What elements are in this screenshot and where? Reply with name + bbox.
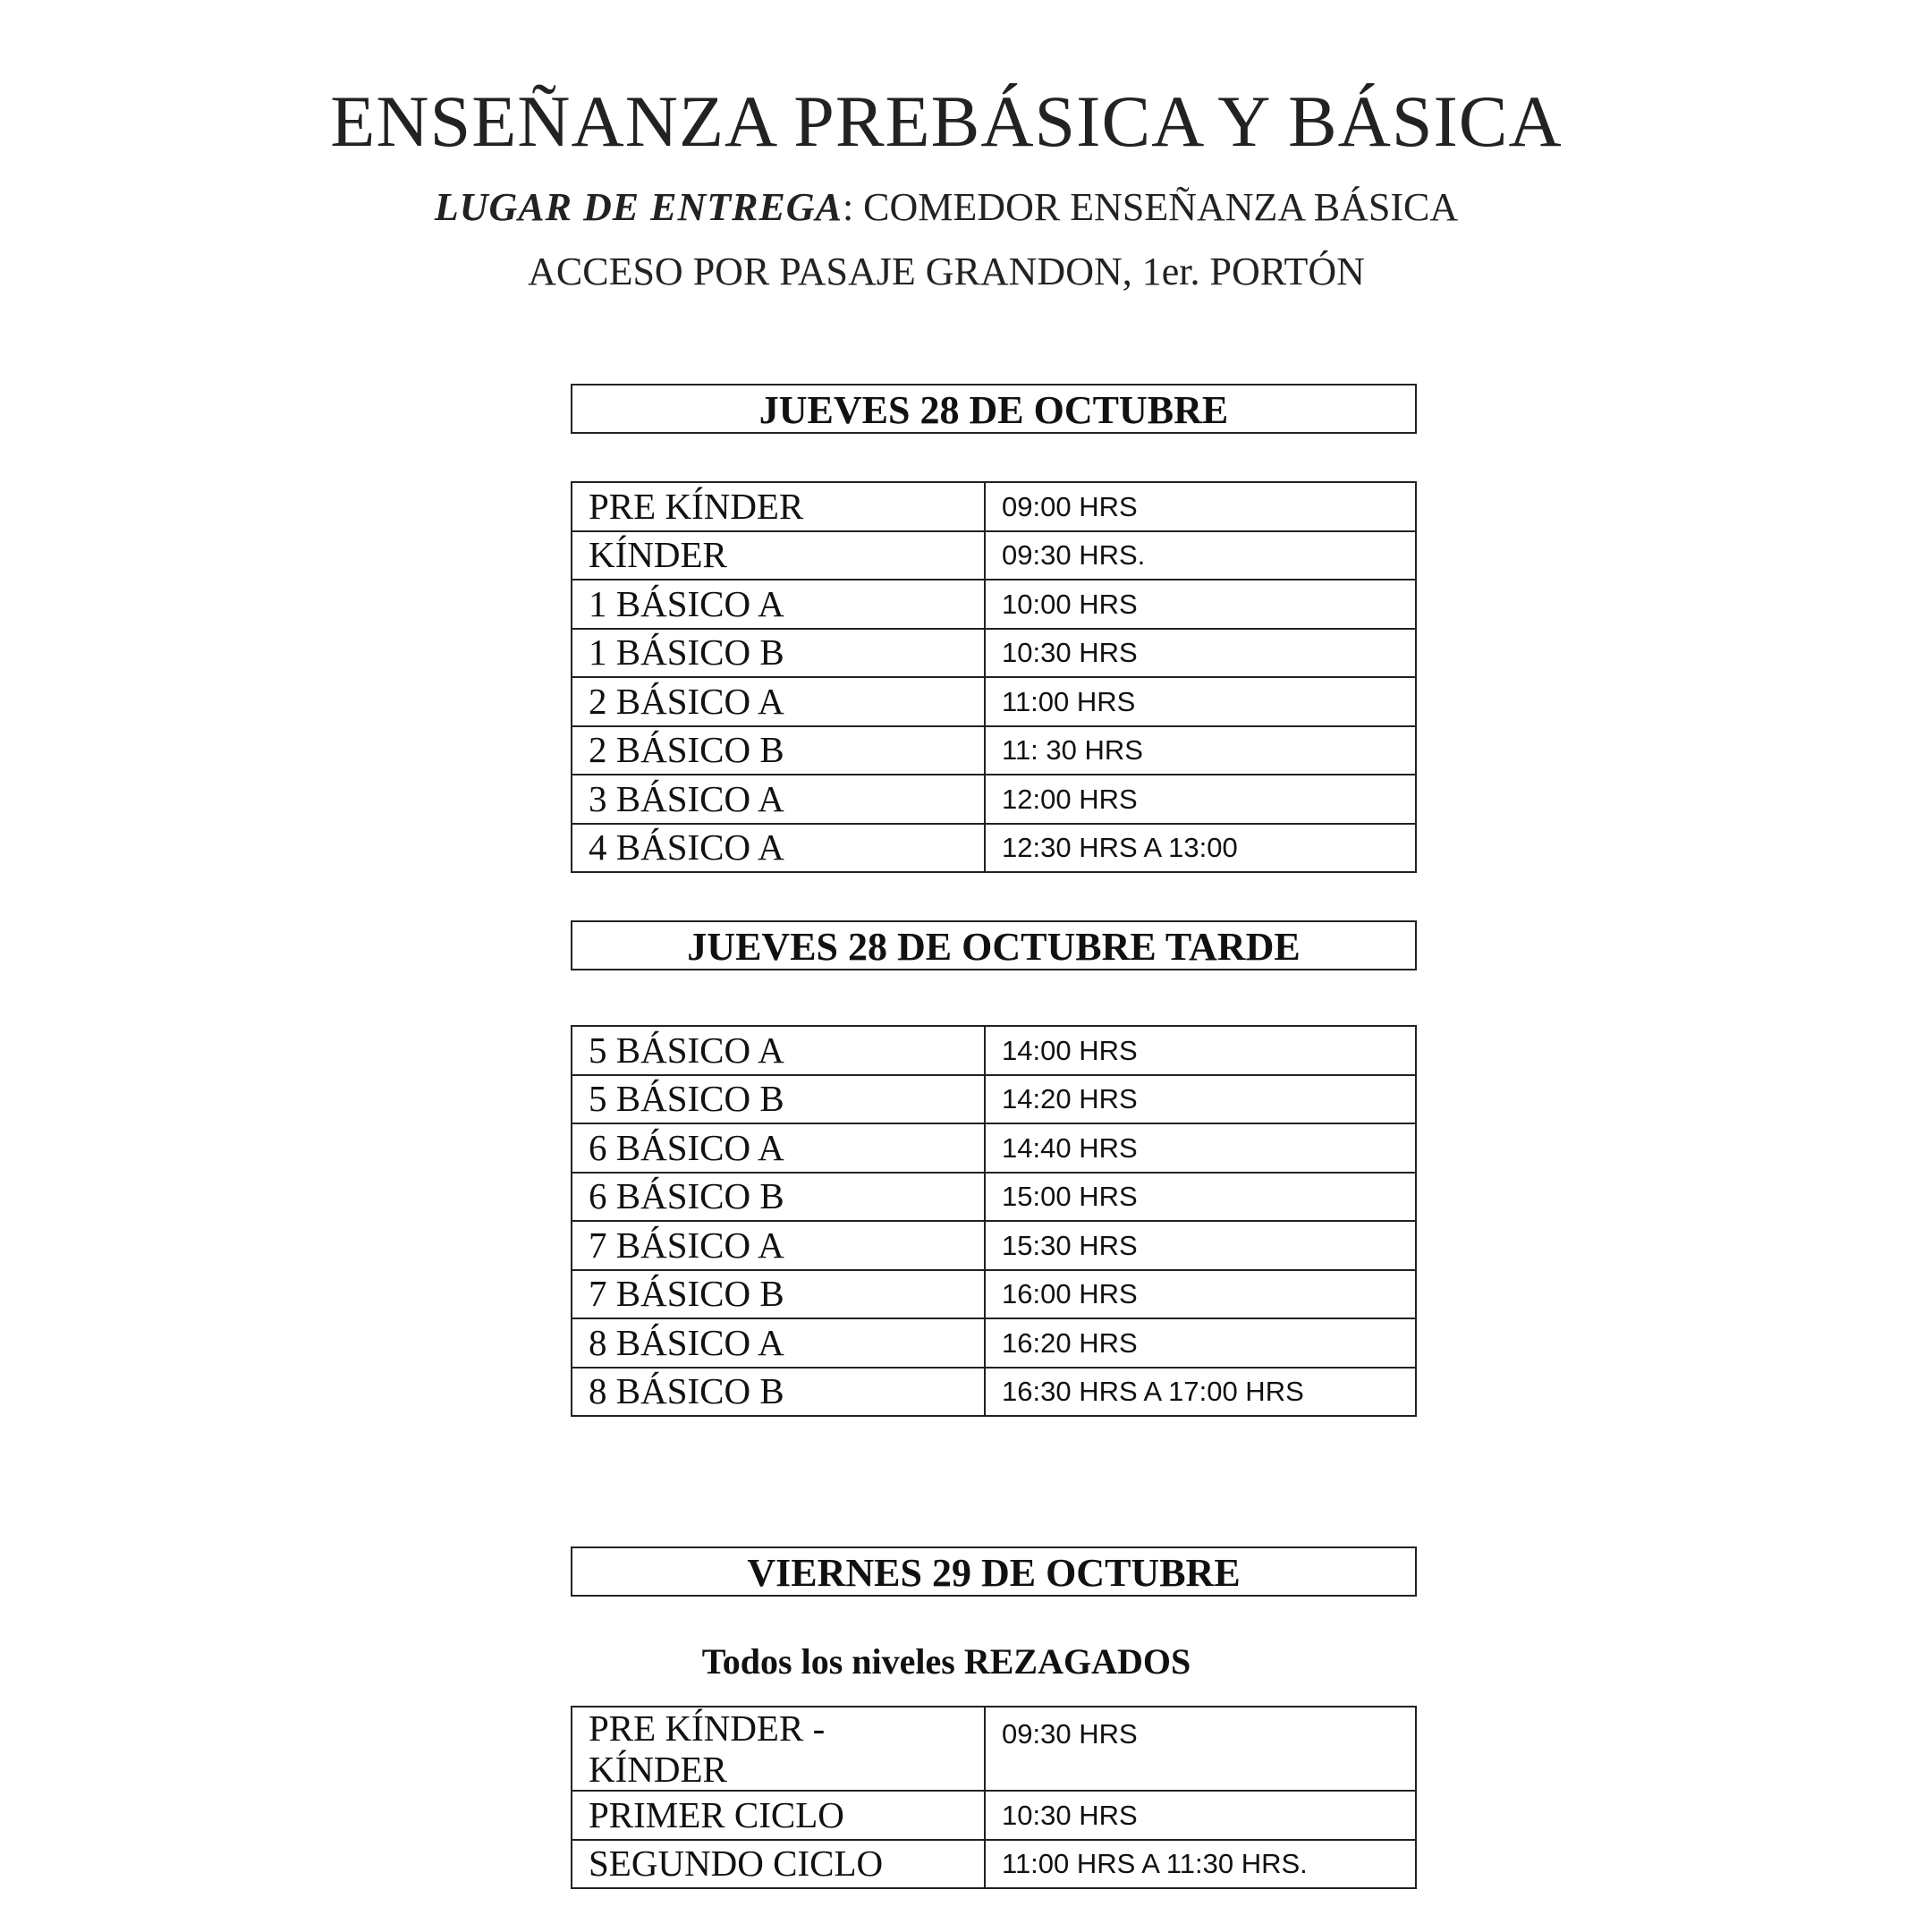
time-cell: 12:00 HRS xyxy=(985,775,1416,824)
group-cell: PRE KÍNDER xyxy=(572,482,985,531)
friday-note: Todos los niveles REZAGADOS xyxy=(701,1641,1191,1682)
table-row xyxy=(572,1270,1416,1319)
group-cell: 3 BÁSICO A xyxy=(572,775,985,824)
time-cell: 11:00 HRS xyxy=(985,677,1416,726)
table-row xyxy=(572,1318,1416,1368)
schedule-table-thursday-morning xyxy=(571,481,1417,873)
table-row xyxy=(572,677,1416,726)
time-cell: 09:30 HRS. xyxy=(985,531,1416,580)
time-cell: 14:00 HRS xyxy=(985,1026,1416,1075)
table-row xyxy=(572,1221,1416,1270)
group-cell: 2 BÁSICO A xyxy=(572,677,985,726)
time-cell: 10:30 HRS xyxy=(985,1791,1416,1840)
table-row xyxy=(572,531,1416,580)
page-title: ENSEÑANZA PREBÁSICA Y BÁSICA xyxy=(330,80,1563,162)
day-header-thursday-afternoon: JUEVES 28 DE OCTUBRE TARDE xyxy=(571,920,1417,970)
day-header-thursday-morning: JUEVES 28 DE OCTUBRE xyxy=(571,384,1417,434)
time-cell: 11:00 HRS A 11:30 HRS. xyxy=(985,1840,1416,1889)
time-cell: 16:20 HRS xyxy=(985,1318,1416,1368)
group-cell: KÍNDER xyxy=(572,531,985,580)
access-line: ACCESO POR PASAJE GRANDON, 1er. PORTÓN xyxy=(528,250,1365,293)
time-cell: 12:30 HRS A 13:00 xyxy=(985,824,1416,873)
table-row xyxy=(572,1840,1416,1889)
table-row xyxy=(572,629,1416,678)
table-row xyxy=(572,775,1416,824)
time-cell: 11: 30 HRS xyxy=(985,726,1416,775)
delivery-place-separator: : xyxy=(842,185,854,229)
group-cell: 4 BÁSICO A xyxy=(572,824,985,873)
delivery-place-value: COMEDOR ENSEÑANZA BÁSICA xyxy=(853,185,1459,229)
schedule-table-thursday-afternoon xyxy=(571,1025,1417,1417)
table-row xyxy=(572,824,1416,873)
group-cell: 8 BÁSICO A xyxy=(572,1318,985,1368)
time-cell: 10:30 HRS xyxy=(985,629,1416,678)
delivery-place-line xyxy=(0,185,1893,229)
time-cell: 16:30 HRS A 17:00 HRS xyxy=(985,1368,1416,1417)
group-cell: 5 BÁSICO B xyxy=(572,1075,985,1124)
time-cell: 14:20 HRS xyxy=(985,1075,1416,1124)
time-cell: 16:00 HRS xyxy=(985,1270,1416,1319)
group-cell: 6 BÁSICO A xyxy=(572,1123,985,1173)
day-header-friday: VIERNES 29 DE OCTUBRE xyxy=(571,1546,1417,1597)
schedule-table-friday xyxy=(571,1706,1417,1889)
group-cell: PRE KÍNDER - KÍNDER xyxy=(572,1707,985,1791)
delivery-place-label: LUGAR DE ENTREGA xyxy=(434,185,843,229)
time-cell: 10:00 HRS xyxy=(985,580,1416,629)
time-cell: 09:30 HRS xyxy=(985,1707,1416,1791)
group-cell: 7 BÁSICO A xyxy=(572,1221,985,1270)
group-cell: 2 BÁSICO B xyxy=(572,726,985,775)
table-row xyxy=(572,1123,1416,1173)
time-cell: 09:00 HRS xyxy=(985,482,1416,531)
group-cell: PRIMER CICLO xyxy=(572,1791,985,1840)
group-cell: 5 BÁSICO A xyxy=(572,1026,985,1075)
table-row xyxy=(572,1707,1416,1791)
table-row xyxy=(572,1368,1416,1417)
table-row xyxy=(572,1026,1416,1075)
group-cell: 1 BÁSICO B xyxy=(572,629,985,678)
table-row xyxy=(572,1791,1416,1840)
table-row xyxy=(572,482,1416,531)
group-cell: 8 BÁSICO B xyxy=(572,1368,985,1417)
group-cell: 1 BÁSICO A xyxy=(572,580,985,629)
time-cell: 14:40 HRS xyxy=(985,1123,1416,1173)
table-row xyxy=(572,726,1416,775)
table-row xyxy=(572,580,1416,629)
group-cell: 7 BÁSICO B xyxy=(572,1270,985,1319)
table-row xyxy=(572,1173,1416,1222)
time-cell: 15:00 HRS xyxy=(985,1173,1416,1222)
table-row xyxy=(572,1075,1416,1124)
group-cell: SEGUNDO CICLO xyxy=(572,1840,985,1889)
time-cell: 15:30 HRS xyxy=(985,1221,1416,1270)
group-cell: 6 BÁSICO B xyxy=(572,1173,985,1222)
